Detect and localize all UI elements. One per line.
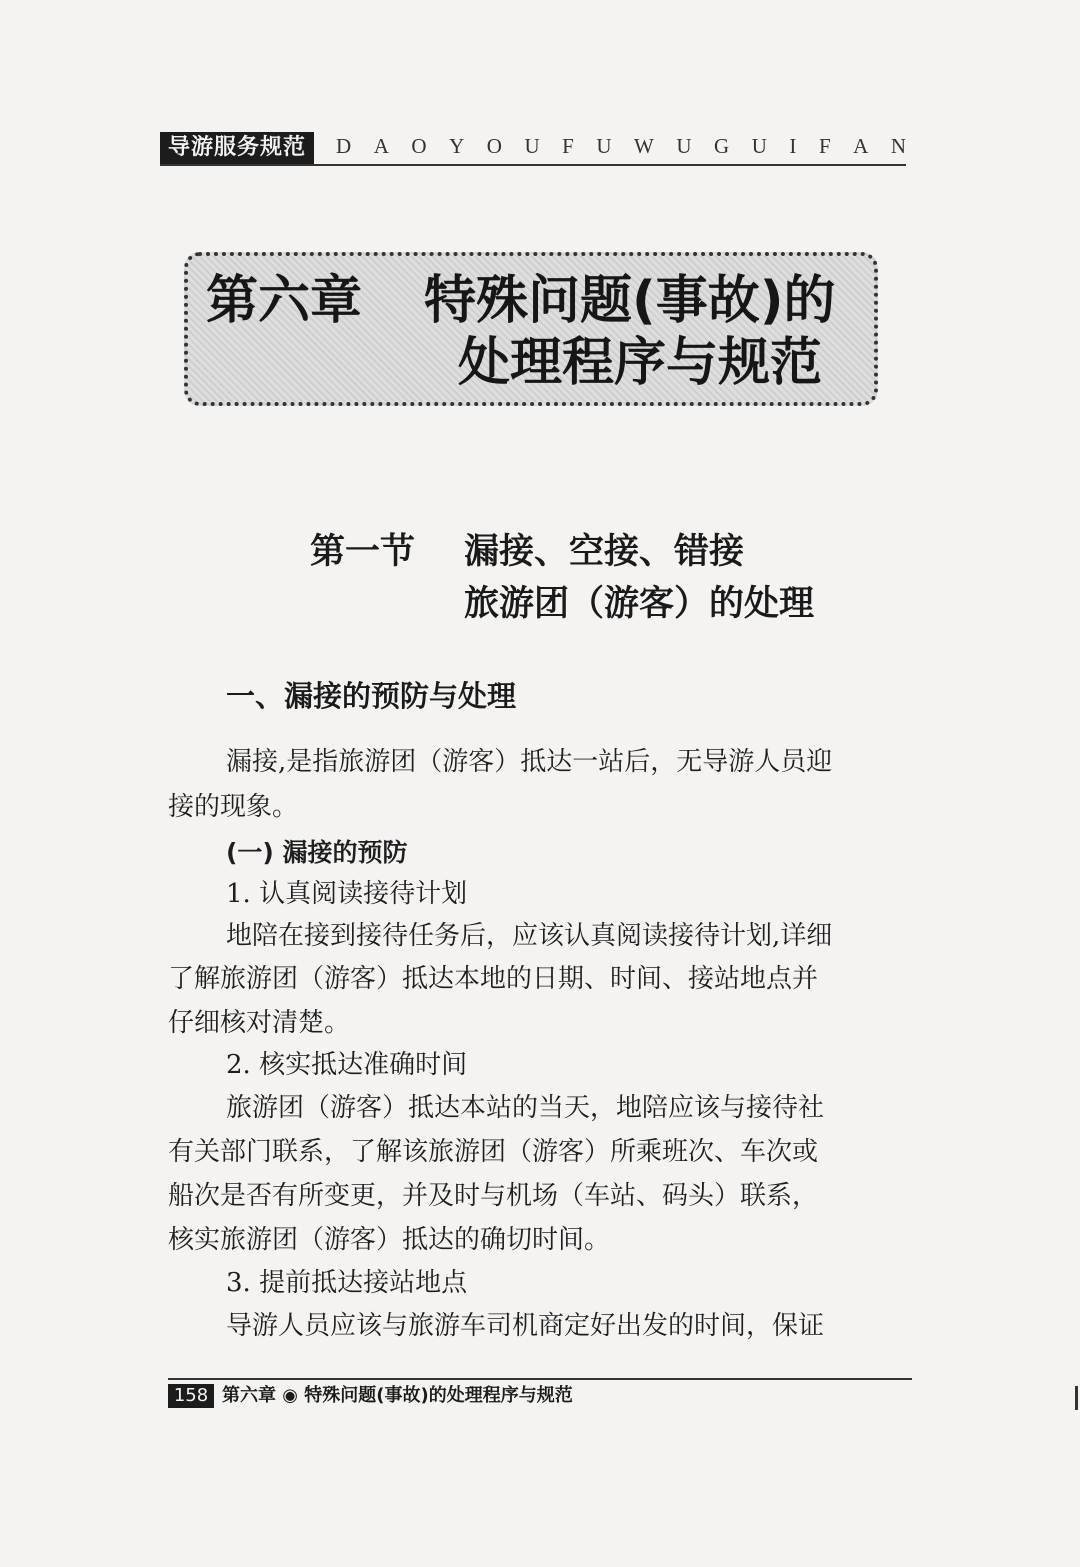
- header-letter: D: [336, 134, 352, 158]
- header-letter: F: [562, 134, 574, 158]
- header-letter: W: [634, 134, 654, 158]
- paragraph-line: 漏接,是指旅游团（游客）抵达一站后，无导游人员迎: [226, 747, 833, 777]
- header-rule: [160, 164, 906, 166]
- item-title: 2. 核实抵达准确时间: [226, 1050, 468, 1080]
- footer-rule: [168, 1378, 912, 1380]
- paragraph-line: 导游人员应该与旅游车司机商定好出发的时间，保证: [226, 1311, 825, 1341]
- chapter-number: 第六章: [206, 271, 363, 331]
- scan-edge-mark: [1075, 1386, 1078, 1410]
- subheading-level2: (一) 漏接的预防: [226, 838, 408, 867]
- header-letter: U: [676, 134, 692, 158]
- header-letter: U: [751, 134, 767, 158]
- paragraph-line: 地陪在接到接待任务后，应该认真阅读接待计划,详细: [226, 921, 833, 951]
- header-letter: A: [373, 134, 389, 158]
- header-letter: O: [411, 134, 427, 158]
- paragraph-line: 接的现象。: [168, 792, 299, 822]
- item-title: 1. 认真阅读接待计划: [226, 879, 468, 909]
- section-title-line2: 旅游团（游客）的处理: [464, 583, 815, 624]
- running-header: [160, 126, 906, 166]
- header-letter: U: [524, 134, 540, 158]
- paragraph-line: 旅游团（游客）抵达本站的当天，地陪应该与接待社: [226, 1093, 825, 1123]
- running-footer: [168, 1378, 912, 1408]
- header-letter: Y: [449, 134, 465, 158]
- header-letter: G: [714, 134, 730, 158]
- chapter-title-line1: [206, 268, 866, 334]
- header-letter: A: [853, 134, 869, 158]
- paragraph-line: 核实旅游团（游客）抵达的确切时间。: [168, 1225, 611, 1255]
- header-letter: I: [789, 134, 797, 158]
- header-letter: O: [486, 134, 502, 158]
- header-letter: U: [596, 134, 612, 158]
- section-label: 第一节: [310, 531, 416, 572]
- header-title: 导游服务规范: [160, 132, 314, 164]
- paragraph-line: 了解旅游团（游客）抵达本地的日期、时间、接站地点并: [168, 964, 819, 994]
- header-letter: F: [818, 134, 831, 158]
- item-title: 3. 提前抵达接站地点: [226, 1268, 468, 1298]
- header-letter: N: [890, 134, 906, 158]
- header-pinyin: [336, 134, 906, 159]
- paragraph-line: 有关部门联系，了解该旅游团（游客）所乘班次、车次或: [168, 1137, 819, 1167]
- paragraph-line: 船次是否有所变更，并及时与机场（车站、码头）联系，: [168, 1181, 819, 1211]
- section-title-line1: 漏接、空接、错接: [464, 531, 745, 572]
- footer-running-title: 第六章 ◉ 特殊问题(事故)的处理程序与规范: [222, 1385, 573, 1406]
- paragraph-line: 仔细核对清楚。: [168, 1008, 351, 1038]
- subheading-level1: 一、漏接的预防与处理: [226, 679, 517, 713]
- chapter-title-text: 特殊问题(事故)的: [424, 271, 836, 331]
- page-number: 158: [168, 1384, 214, 1408]
- chapter-title-line2: 处理程序与规范: [458, 333, 823, 393]
